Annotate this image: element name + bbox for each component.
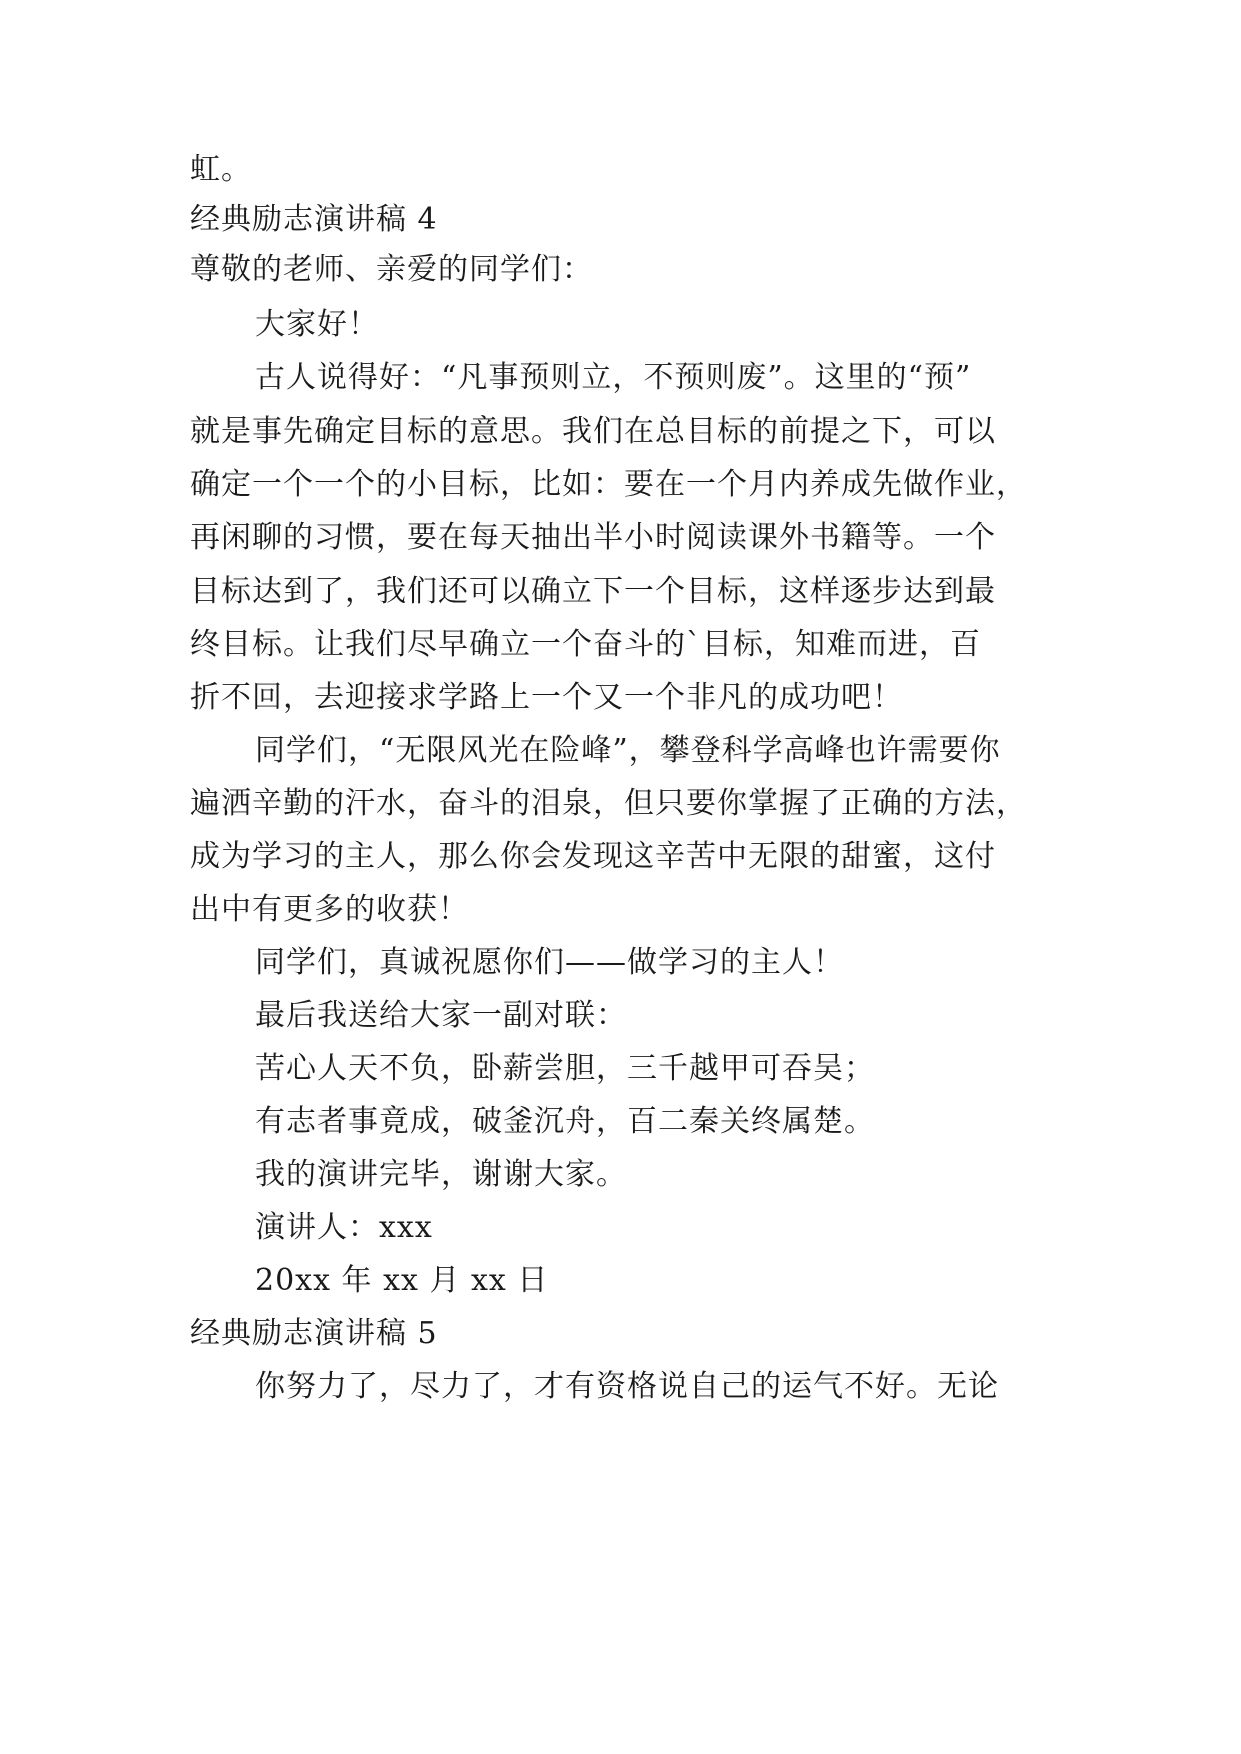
text-line: 虹。 [190,152,252,187]
closing-line: 我的演讲完毕，谢谢大家。 [255,1157,627,1192]
paragraph-line: 折不回，去迎接求学路上一个又一个非凡的成功吧！ [190,680,903,715]
paragraph-line: 确定一个一个的小目标，比如：要在一个月内养成先做作业， [190,467,1027,502]
paragraph-line: 你努力了，尽力了，才有资格说自己的运气不好。无论 [255,1369,999,1404]
paragraph-line: 同学们，“无限风光在险峰”，攀登科学高峰也许需要你 [255,733,1001,768]
date-line: 20xx 年 xx 月 xx 日 [255,1263,549,1298]
paragraph-line: 同学们，真诚祝愿你们——做学习的主人！ [255,945,844,980]
paragraph-line: 再闲聊的习惯，要在每天抽出半小时阅读课外书籍等。一个 [190,520,996,555]
couplet-line: 有志者事竟成，破釜沉舟，百二秦关终属楚。 [255,1104,875,1139]
speaker-line: 演讲人：xxx [255,1210,433,1245]
section-heading: 经典励志演讲稿 4 [190,202,438,237]
paragraph-line: 遍洒辛勤的汗水，奋斗的泪泉，但只要你掌握了正确的方法， [190,786,1027,821]
salutation: 尊敬的老师、亲爱的同学们： [190,252,593,287]
greeting: 大家好！ [255,307,379,342]
paragraph-line: 最后我送给大家一副对联： [255,998,627,1033]
paragraph-line: 成为学习的主人，那么你会发现这辛苦中无限的甜蜜，这付 [190,839,996,874]
paragraph-line: 目标达到了，我们还可以确立下一个目标，这样逐步达到最 [190,574,996,609]
section-heading: 经典励志演讲稿 5 [190,1316,438,1351]
paragraph-line: 就是事先确定目标的意思。我们在总目标的前提之下，可以 [190,414,996,449]
paragraph-line: 古人说得好：“凡事预则立，不预则废”。这里的“预” [255,360,972,395]
paragraph-line: 出中有更多的收获！ [190,892,469,927]
couplet-line: 苦心人天不负，卧薪尝胆，三千越甲可吞吴； [255,1051,875,1086]
paragraph-line: 终目标。让我们尽早确立一个奋斗的`目标，知难而进，百 [190,627,981,662]
